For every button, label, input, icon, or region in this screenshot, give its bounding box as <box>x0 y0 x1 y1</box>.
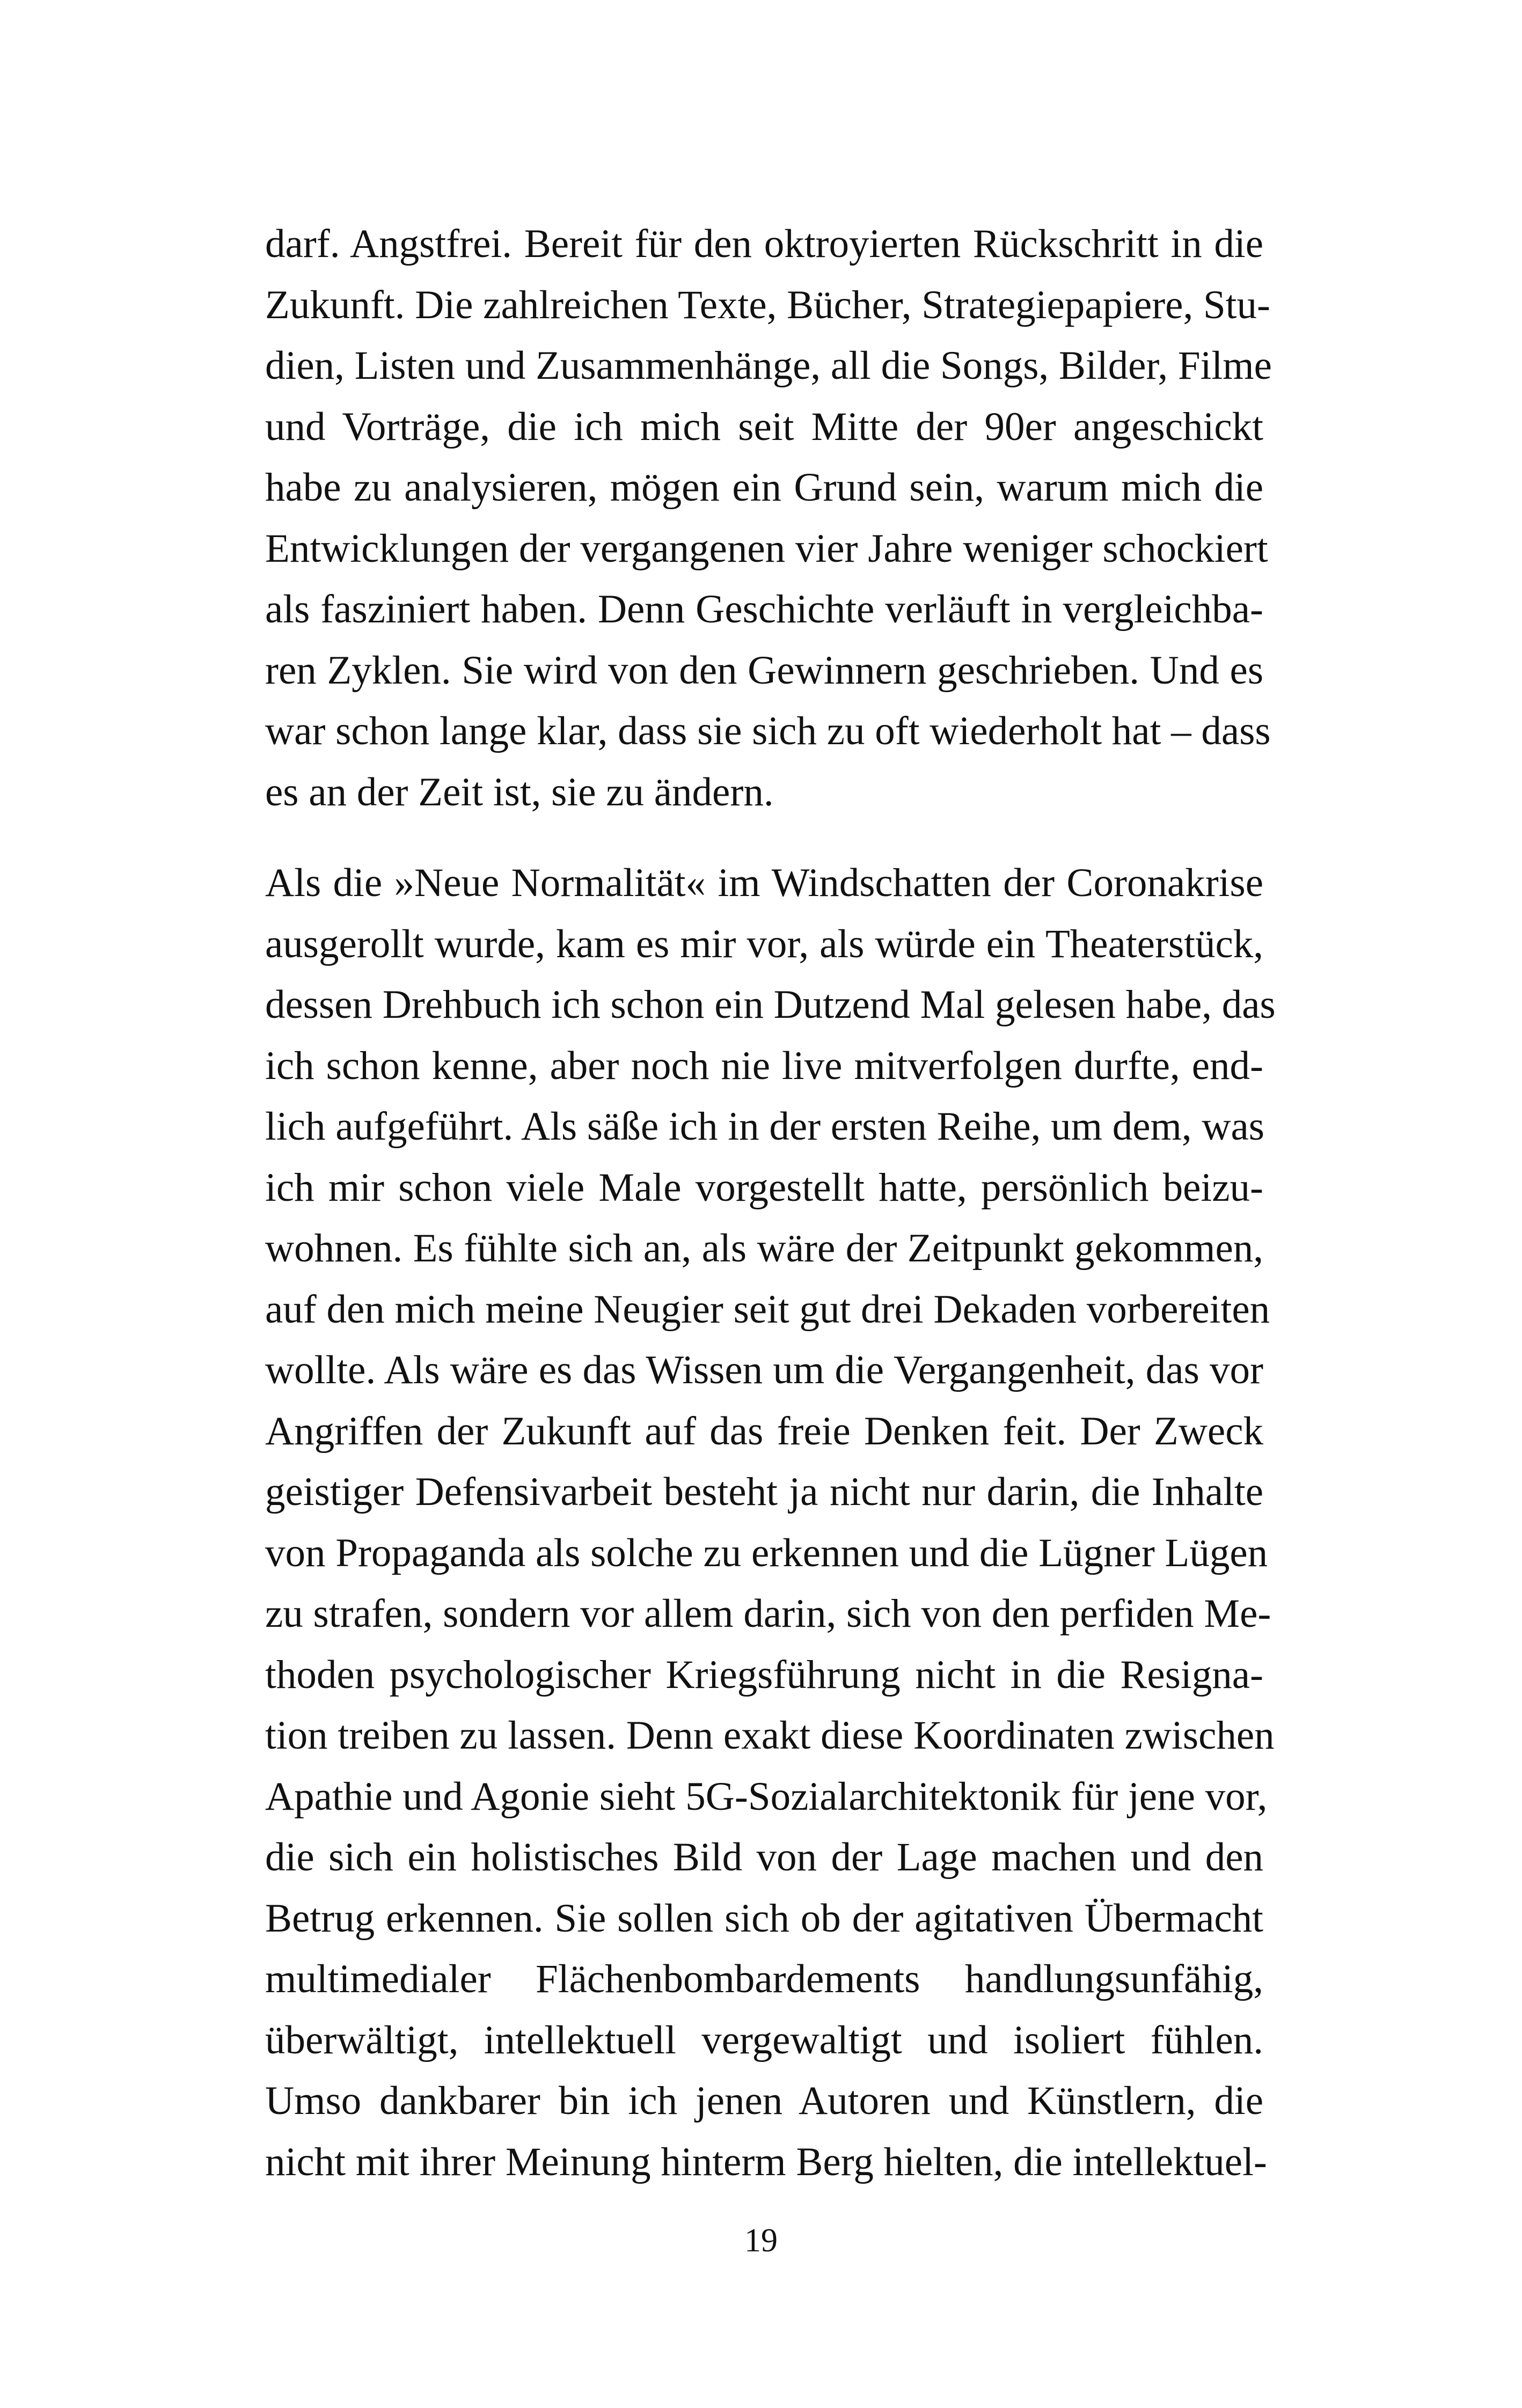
paragraph-1 <box>265 214 1272 823</box>
text-line: die sich ein holistisches Bild von der Lage machen und den <box>265 1835 1263 1880</box>
body-text <box>265 214 1276 2192</box>
text-line: darf. Angstfrei. Bereit für den oktroyierten Rückschritt in die <box>265 222 1263 266</box>
text-line: wollte. Als wäre es das Wissen um die Vergangenheit, das vor <box>265 1348 1263 1392</box>
text-line: geistiger Defensivarbeit besteht ja nicht nur darin, die Inhalte <box>265 1470 1263 1514</box>
page-number: 19 <box>744 2222 778 2259</box>
text-line: und Vorträge, die ich mich seit Mitte der 90er angeschickt <box>265 404 1263 449</box>
text-line: Als die »Neue Normalität« im Windschatten der Coronakrise <box>265 861 1263 905</box>
text-line: thoden psychologischer Kriegsführung nicht in die Resigna- <box>265 1652 1263 1697</box>
text-line: von Propaganda als solche zu erkennen und die Lügner Lügen <box>265 1530 1268 1575</box>
text-line: als fasziniert haben. Denn Geschichte verläuft in vergleichba- <box>265 587 1263 632</box>
text-line: ausgerollt wurde, kam es mir vor, als würde ein Theaterstück, <box>265 921 1263 966</box>
text-line: zu strafen, sondern vor allem darin, sich von den perfiden Me- <box>265 1591 1271 1636</box>
text-line: Zukunft. Die zahlreichen Texte, Bücher, Strategiepapiere, Stu- <box>265 282 1270 327</box>
text-line: multimedialer Flächenbombardements handlungsunfähig, <box>265 1957 1263 2001</box>
text-line: es an der Zeit ist, sie zu ändern. <box>265 769 774 814</box>
text-line: Entwicklungen der vergangenen vier Jahre weniger schockiert <box>265 526 1268 571</box>
text-line: ich schon kenne, aber noch nie live mitverfolgen durfte, end- <box>265 1043 1263 1088</box>
text-line: überwältigt, intellektuell vergewaltigt und isoliert fühlen. <box>265 2017 1263 2062</box>
text-line: dessen Drehbuch ich schon ein Dutzend Mal gelesen habe, das <box>265 982 1276 1027</box>
text-line: ren Zyklen. Sie wird von den Gewinnern geschrieben. Und es <box>265 648 1263 693</box>
text-line: Umso dankbarer bin ich jenen Autoren und Künstlern, die <box>265 2079 1263 2123</box>
text-line: wohnen. Es fühlte sich an, als wäre der Zeitpunkt gekommen, <box>265 1226 1263 1271</box>
text-line: habe zu analysieren, mögen ein Grund sein, warum mich die <box>265 465 1263 510</box>
paragraph-gap <box>265 823 1263 853</box>
text-line: lich aufgeführt. Als säße ich in der ersten Reihe, um dem, was <box>265 1104 1264 1149</box>
text-line: Apathie und Agonie sieht 5G-Sozialarchitektonik für jene vor, <box>265 1774 1268 1819</box>
text-line: Angriffen der Zukunft auf das freie Denken feit. Der Zweck <box>265 1408 1263 1453</box>
text-line: auf den mich meine Neugier seit gut drei Dekaden vorbereiten <box>265 1287 1270 1332</box>
text-line: Betrug erkennen. Sie sollen sich ob der agitativen Übermacht <box>265 1896 1263 1941</box>
text-line: tion treiben zu lassen. Denn exakt diese Koordinaten zwischen <box>265 1713 1275 1758</box>
paragraph-2 <box>265 853 1276 2192</box>
text-line: nicht mit ihrer Meinung hinterm Berg hielten, die intellektuel- <box>265 2139 1267 2184</box>
text-line: ich mir schon viele Male vorgestellt hatte, persönlich beizu- <box>265 1165 1263 1210</box>
text-line: dien, Listen und Zusammenhänge, all die Songs, Bilder, Filme <box>265 343 1272 388</box>
text-line: war schon lange klar, dass sie sich zu oft wiederholt hat – dass <box>265 709 1271 753</box>
